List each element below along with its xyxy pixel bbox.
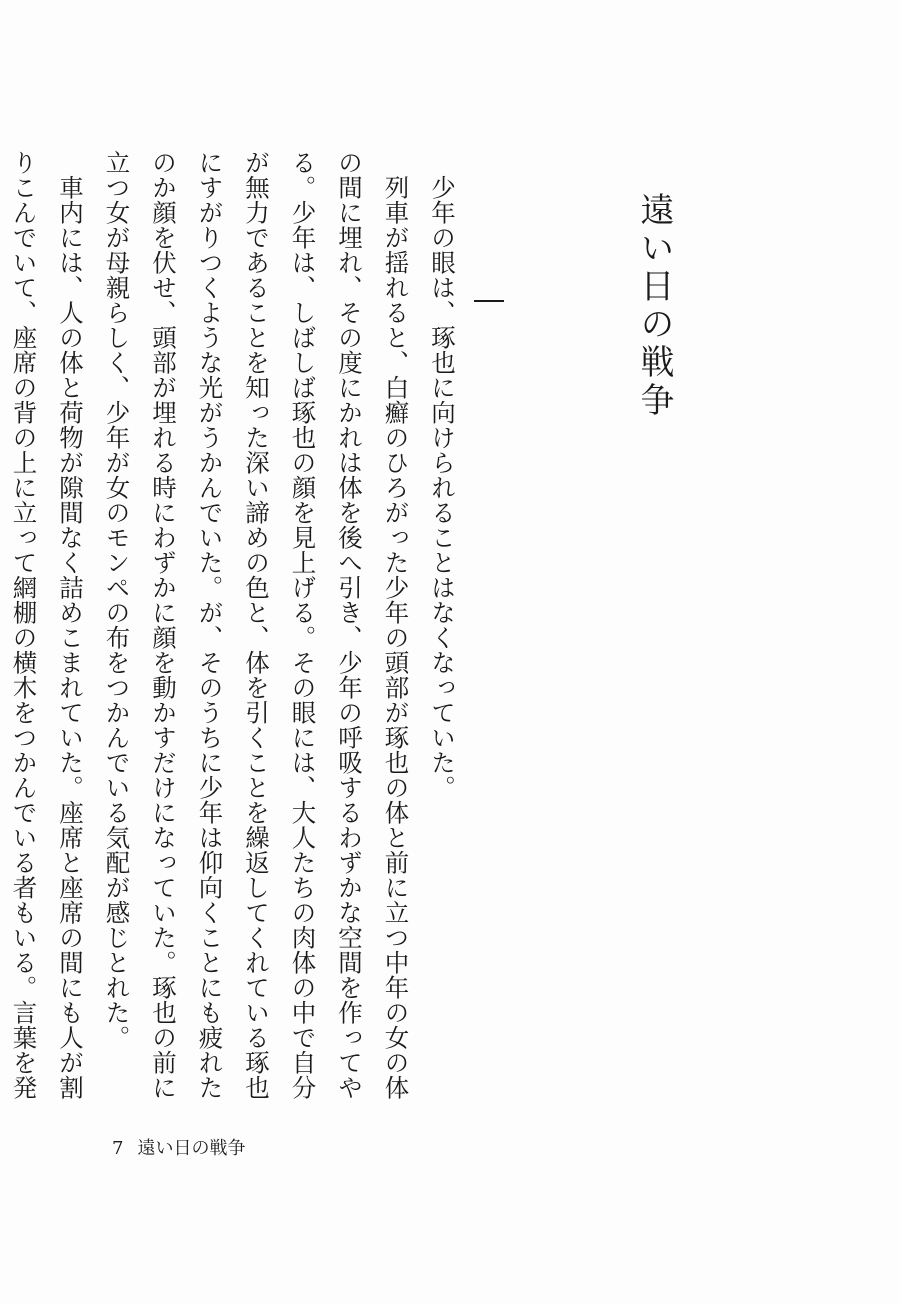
section-number-glyph xyxy=(474,300,504,302)
page-footer xyxy=(112,1134,245,1160)
running-title: 遠い日の戦争 xyxy=(137,1138,246,1159)
section-number xyxy=(470,282,510,322)
page-number: 7 xyxy=(112,1138,124,1159)
paragraph: 少年の眼は、琢也に向けられることはなくなっていた。 xyxy=(428,174,457,800)
paragraph: 車内には、人の体と荷物が隙間なく詰めこまれていた。座席と座席の間にも人が割りこんでいて、座席の背の上に立って網棚の横木をつかんでいる者もいる。言葉を発 xyxy=(9,150,85,1100)
chapter-title: 遠い日の戦争 xyxy=(634,192,674,420)
paragraph: 列車が揺れると、白癬のひろがった少年の頭部が琢也の体と前に立つ中年の女の体の間に埋れ、その度にかれは体を後へ引き、少年の呼吸するわずかな空間を作ってやる。少年は、しばしば琢也の顔を見上げる。その眼には、大人たちの肉体の中で自分が無力であることを知った深い諦めの色と、体を引くことを繰返してくれている琢也にすがりつくような光がうかんでいた。が、そのうちに少年は仰向くことにも疲れたのか顔を伏せ、頭部が埋れる時にわずかに顔を動かすだけになっていた。琢也の前に立つ女が母親らしく、少年が女のモンペの布をつかんでいる気配が感じとれた。 xyxy=(102,150,411,1100)
body-text xyxy=(9,150,465,1100)
